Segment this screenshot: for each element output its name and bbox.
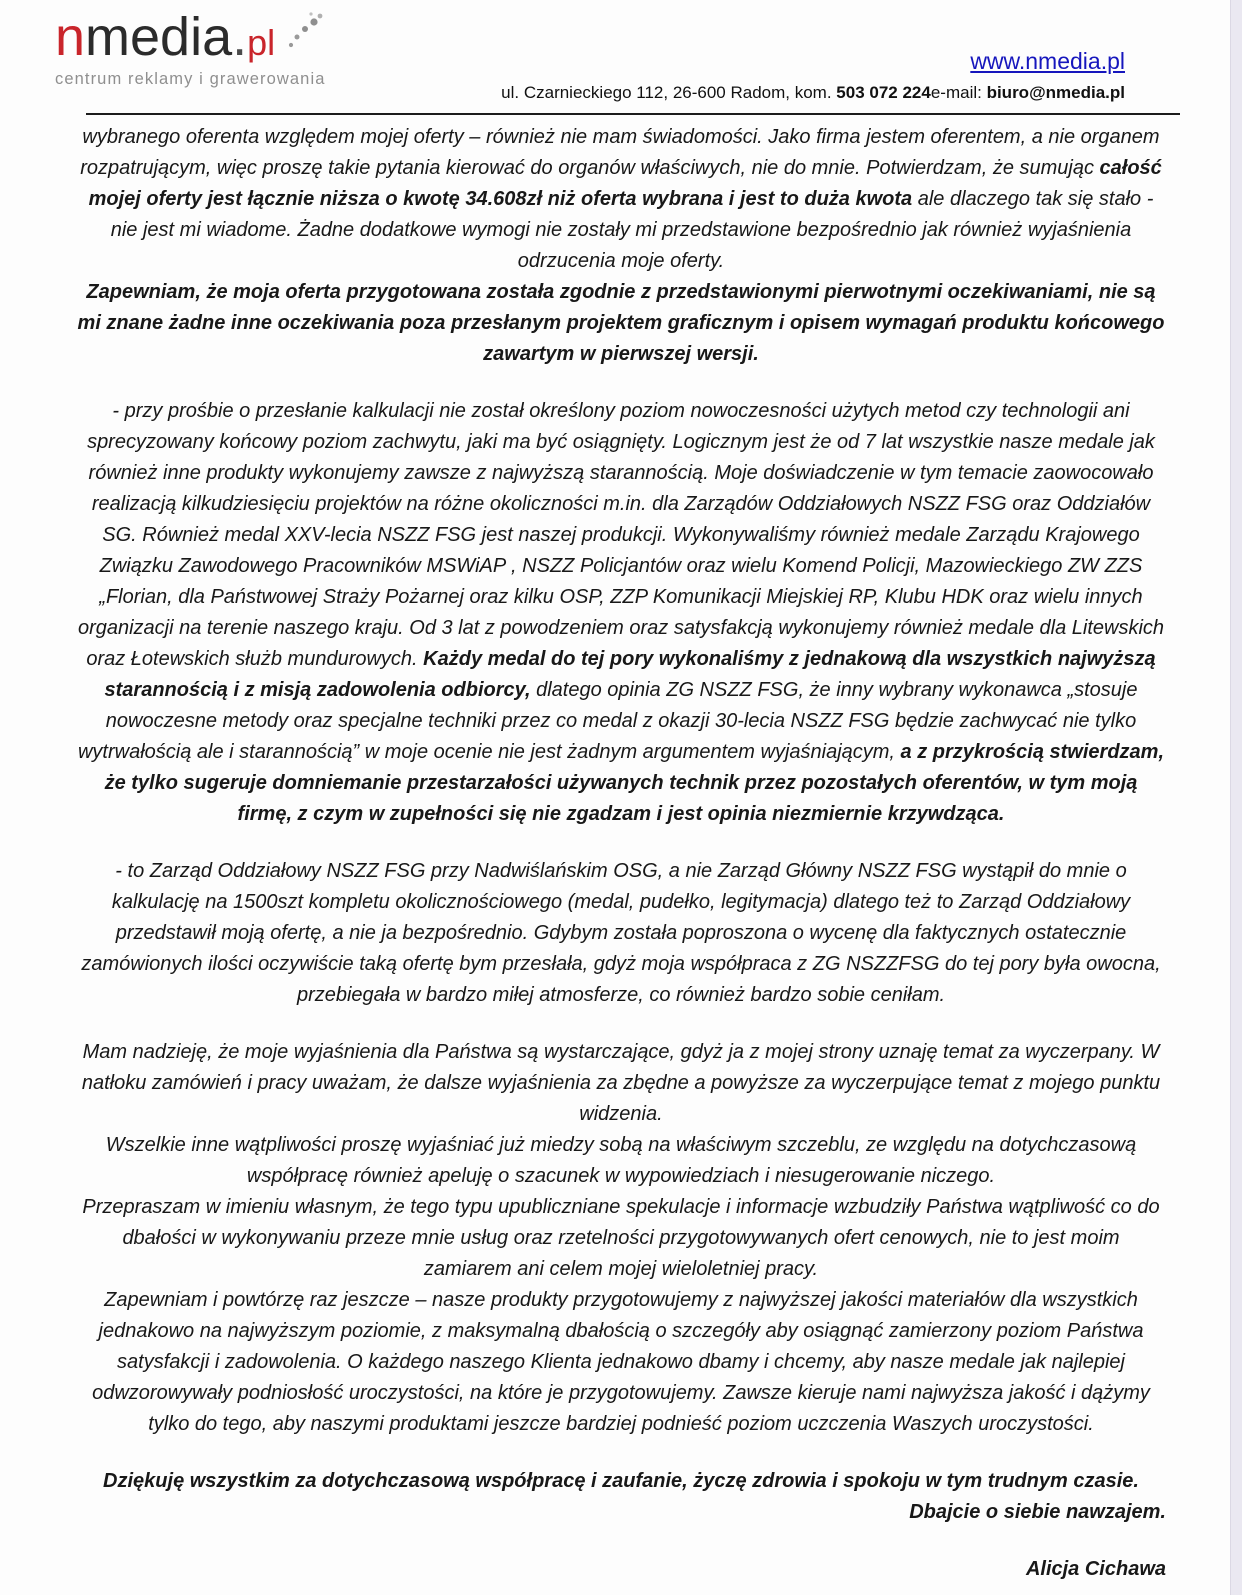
paragraph <box>76 1130 1166 1192</box>
emphasized-text-run: Każdy medal do tej pory wykonaliśmy z jednakową dla wszystkich najwyższą starannością i z misją zadowolenia odbiorcy, <box>104 648 1156 701</box>
logo-dot: . <box>232 7 248 67</box>
website-link[interactable]: www.nmedia.pl <box>970 48 1125 74</box>
paragraph <box>76 1497 1166 1528</box>
email-label: e-mail: <box>930 83 987 102</box>
text-run: Przepraszam w imieniu własnym, że tego typu upubliczniane spekulacje i informacje wzbudziły Państwa wątpliwość co do dbałości w wykonywaniu przeze mnie usług oraz rzetelności przygotowywanych ofert cenowych, nie to jest moim zamiarem ani celem mojej wieloletniej pracy. <box>82 1196 1160 1280</box>
emphasized-text-run: Alicja Cichawa <box>1025 1558 1166 1580</box>
phone-number: 503 072 224 <box>836 83 931 102</box>
text-run: - przy prośbie o przesłanie kalkulacji nie został określony poziom nowoczesności użytych metod czy technologii ani sprecyzowany końcowy poziom zachwytu, jaki ma być osiągnięty. Logicznym jest że od 7 lat wszystkie nasze medale jak również inne produkty wykonujemy zawsze z najwyższą starannością. Moje doświadczenie w tym temacie zaowocowało realizacją kilkudziesięciu projektów na różne okoliczności m.in. dla Zarządów Oddziałowych NSZZ FSG oraz Oddziałów SG. Również medal XXV-lecia NSZZ FSG jest naszej produkcji. Wykonywaliśmy również medale Zarządu Krajowego Związku Zawodowego Pracowników MSWiAP , NSZZ Policjantów oraz wielu Komend Policji, Mazowieckiego ZW ZZS „Florian, dla Państwowej Straży Pożarnej oraz kilku OSP, ZZP Komunikacji Miejskiej RP, Klubu HDK oraz wielu innych organizacji na terenie naszego kraju. Od 3 lat z powodzeniem oraz satysfakcją wykonujemy również medale dla Litewskich oraz Łotewskich służb mundurowych. <box>77 400 1165 670</box>
logo-wordmark <box>55 8 326 67</box>
paragraph <box>76 122 1166 277</box>
paragraph <box>76 1285 1166 1440</box>
text-run: Zapewniam i powtórzę raz jeszcze – nasze produkty przygotowujemy z najwyższej jakości materiałów dla wszystkich jednakowo na najwyższym poziomie, z maksymalną dbałością o szczegóły aby osiągnąć zamierzony poziom Państwa satysfakcji i zadowolenia. O każdego naszego Klienta jednakowo dbamy i chcemy, aby nasze medale jak najlepiej odwzorowywały podniosłość uroczystości, na które je przygotowujemy. Zawsze kieruje nami najwyższa jakość i dążymy tylko do tego, aby naszymi produktami jeszcze bardziej podnieść poziom uczczenia Waszych uroczystości. <box>92 1289 1150 1435</box>
dots-cluster-icon <box>283 4 325 63</box>
letterhead <box>0 0 1242 103</box>
emphasized-text-run: a z przykrością stwierdzam, że tylko sugeruje domniemanie przestarzałości używanych technik przez pozostałych oferentów, w tym moją firmę, z czym w zupełności się nie zgadzam i jest opinia niezmiernie krzywdząca. <box>104 741 1164 825</box>
logo-letter-n: n <box>55 7 86 67</box>
text-run: Wszelkie inne wątpliwości proszę wyjaśniać już miedzy sobą na właściwym szczeblu, ze względu na dotychczasową współpracę również apeluję o szacunek w wypowiedziach i niesugerowanie niczego. <box>105 1134 1137 1187</box>
text-run: dlatego opinia ZG NSZZ FSG, że inny wybrany wykonawca „stosuje nowoczesne metody oraz specjalne techniki przez co medal z okazji 30-lecia NSZZ FSG będzie zachwycać nie tylko wytrwałością ale i starannością” w moje ocenie nie jest żadnym argumentem wyjaśniającym, <box>77 679 1138 763</box>
paragraph <box>76 1192 1166 1285</box>
text-run: Mam nadzieję, że moje wyjaśnienia dla Państwa są wystarczające, gdyż ja z mojej strony uznaję temat za wyczerpany. W natłoku zamówień i pracy uważam, że dalsze wyjaśnienia za zbędne a powyższe za wyczerpujące temat z mojego punktu widzenia. <box>81 1041 1161 1125</box>
text-run: - to Zarząd Oddziałowy NSZZ FSG przy Nadwiślańskim OSG, a nie Zarząd Główny NSZZ FSG wystąpił do mnie o kalkulację na 1500szt kompletu okolicznościowego (medal, pudełko, legitymacja) dlatego też to Zarząd Oddziałowy przedstawił moją ofertę, a nie ja bezpośrednio. Gdybym została poproszona o wycenę dla faktycznych ostatecznie zamówionych ilości oczywiście taką ofertę bym przesłała, gdyż moja współpraca z ZG NSZZFSG do tej pory była owocna, przebiegała w bardzo miłej atmosferze, co również bardzo sobie ceniłam. <box>81 860 1161 1006</box>
company-logo <box>55 8 326 89</box>
paragraph <box>76 1554 1166 1585</box>
paragraph <box>76 856 1166 1011</box>
paragraph <box>76 396 1166 830</box>
emphasized-text-run: Dbajcie o siebie nawzajem. <box>909 1501 1166 1523</box>
email-address: biuro@nmedia.pl <box>986 83 1125 102</box>
street-city-text: ul. Czarnieckiego 112, 26-600 Radom, kom. <box>501 83 837 102</box>
logo-tagline: centrum reklamy i grawerowania <box>55 70 326 89</box>
text-run: wybranego oferenta względem mojej oferty – również nie mam świadomości. Jako firma jestem oferentem, a nie organem rozpatrującym, więc proszę takie pytania kierować do organów właściwych, nie do mnie. Potwierdzam, że sumując <box>80 126 1160 179</box>
emphasized-text-run: Dziękuję wszystkim za dotychczasową współpracę i zaufanie, życzę zdrowia i spokoju w tym trudnym czasie. <box>103 1470 1139 1492</box>
paragraph <box>76 1466 1166 1497</box>
letter-body <box>0 115 1242 1585</box>
paragraph <box>76 1037 1166 1130</box>
address-line <box>501 83 1125 103</box>
paragraph <box>76 277 1166 370</box>
page-right-edge <box>1230 0 1242 1595</box>
contact-block <box>501 8 1125 103</box>
text-run: ale dlaczego tak się stało - nie jest mi wiadome. Żadne dodatkowe wymogi nie zostały mi przedstawione bezpośrednio jak również wyjaśnienia odrzucenia moje oferty. <box>110 188 1154 272</box>
emphasized-text-run: całość mojej oferty jest łącznie niższa o kwotę 34.608zł niż oferta wybrana i jest to duża kwota <box>88 157 1162 210</box>
logo-tld-pl: pl <box>247 22 276 63</box>
emphasized-text-run: Zapewniam, że moja oferta przygotowana została zgodnie z przedstawionymi pierwotnymi oczekiwaniami, nie są mi znane żadne inne oczekiwania poza przesłanym projektem graficznym i opisem wymagań produktu końcowego zawartym w pierwszej wersji. <box>77 281 1165 365</box>
logo-text-media: media <box>85 7 233 67</box>
